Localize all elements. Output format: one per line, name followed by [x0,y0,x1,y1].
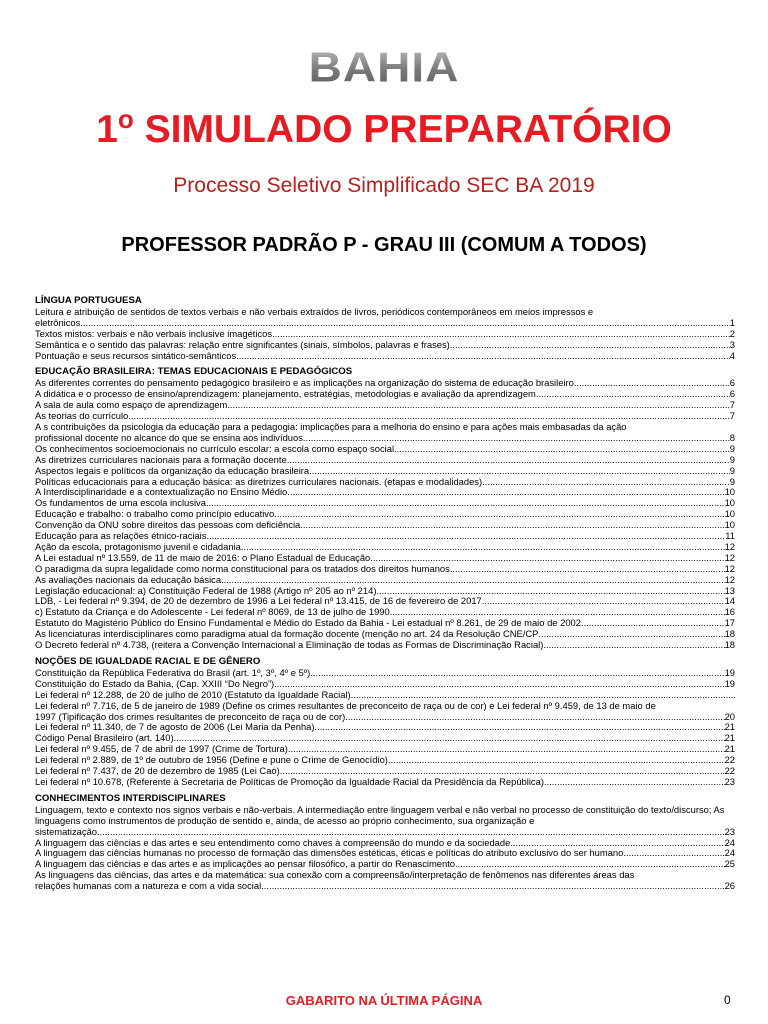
toc-entry [35,340,735,351]
toc-entry-text: A didática e o processo de ensino/aprendizagem: planejamento, estratégias, metodologias e avaliação da aprendizagem [35,388,536,400]
toc-entry [35,455,735,466]
toc-entry-page: 14 [724,595,735,607]
toc-entry-text: Lei federal nº 10.678, (Referente à Secretaria de Políticas de Promoção da Igualdade Racial da Presidência da República) [35,775,544,787]
toc-entry-page: 10 [724,519,735,531]
toc-leader-dots [236,351,730,362]
toc-leader-dots [227,400,729,411]
toc-entry [35,690,735,701]
toc-entry-page: 9 [729,464,735,476]
toc-entry-page: 7 [729,399,735,411]
toc-entry-text: Código Penal Brasileiro (art. 140) [35,732,174,744]
toc-entry-page: 20 [724,710,735,722]
toc-leader-dots [538,629,724,640]
toc-entry-page: 25 [724,858,735,870]
toc-entry-text: Constituição da República Federativa do Brasil (art. 1º, 3º, 4º e 5º) [35,666,311,678]
toc-entry-text: Lei federal nº 2.889, de 1º de outubro de 1956 (Define e pune o Crime de Genocídio) [35,754,388,766]
page-number: 0 [724,993,731,1007]
toc-entry-page: 23 [724,775,735,787]
toc-entry-text: Pontuação e seus recursos sintático-semânticos [35,349,237,361]
toc-entry-page: 9 [729,453,735,465]
toc-leader-dots [274,509,724,520]
toc-entry-page: 12 [724,562,735,574]
section-title: EDUCAÇÃO BRASILEIRA: TEMAS EDUCACIONAIS E PEDAGÓGICOS [35,366,353,378]
toc-entry-text: As avaliações nacionais da educação básica [35,573,222,585]
toc-entry-text: As teorias do currículo [35,410,129,422]
toc-entry-text: A linguagem das ciências e das artes e as implicações ao pensar filosófico, a partir do Renascimento [35,858,456,870]
toc-entry [35,881,735,892]
toc-entry-page: 13 [724,584,735,596]
toc-leader-dots [482,477,730,488]
toc-entry-text: Os fundamentos de uma escola inclusiva [35,497,206,509]
toc-entry-text: Convenção da ONU sobre direitos das pessoas com deficiência [35,519,301,531]
toc-leader-dots [581,618,725,629]
toc-leader-dots [345,712,724,723]
toc-entry [35,466,735,477]
toc-leader-dots [300,520,724,531]
toc-entry-page: 10 [724,508,735,520]
toc-entry-page: 22 [724,754,735,766]
toc-entry-line: Linguagem, texto e contexto nos signos verbais e não-verbais. A intermediação entre linguagem verbal e não verbal no processo de constituição do texto/discurso; As linguagens como instrumentos de produção de sentido e, ainda, de acesso ao próprio conhecimento, sua organização e [35,803,725,826]
toc-entry-page: 1 [729,316,735,328]
toc-entry-page: 16 [724,606,735,618]
toc-leader-dots [97,827,725,838]
toc-leader-dots [287,455,730,466]
toc-entry-text: A Lei estadual nº 13.559, de 11 de maio de 2016: o Plano Estadual de Educação [35,551,371,563]
toc-entry-text: Ação da escola, protagonismo juvenil e cidadania [35,540,241,552]
toc-entry-page: 12 [724,551,735,563]
toc-entry-text: c) Estatuto da Criança e do Adolescente - Lei federal nº 8069, de 13 de julho de 1990 [35,606,390,618]
toc-leader-dots [543,640,724,651]
toc-entry-page: 21 [724,732,735,744]
toc-entry-page: 6 [729,388,735,400]
toc-entry-text: profissional docente no alcance do que se ensina aos indivíduos [35,431,303,443]
toc-entry-text: Educação e trabalho: o trabalho como princípio educativo [35,508,275,520]
toc-leader-dots [221,575,725,586]
toc-entry-page: 24 [724,847,735,859]
toc-entry-page: 22 [724,765,735,777]
toc-entry-page: 17 [724,617,735,629]
toc-entry-page: 10 [724,497,735,509]
toc-entry [35,400,735,411]
toc-entry-text: Lei federal nº 11.340, de 7 de agosto de 2006 (Lei Maria da Penha) [35,721,315,733]
toc-entry-text: Constituição do Estado da Bahia, (Cap. XXIII “Do Negro”) [35,677,275,689]
toc-entry-text: O paradigma da supra legalidade como norma constitucional para os tratados dos direitos humanos [35,562,450,574]
toc-leader-dots [623,848,724,859]
toc-entry-text: Semântica e o sentido das palavras: relação entre significantes (sinais, símbolos, palavras e frases) [35,338,450,350]
toc-entry-page: 21 [724,721,735,733]
toc-leader-dots [287,487,724,498]
toc-entry-line: A s contribuições da psicologia da educação para a pedagogia: implicações para a melhoria do ensino e para ações mais embasadas da ação [35,420,627,432]
toc-entry-text: Estatuto do Magistério Público do Ensino Fundamental e Médio do Estado da Bahia - Lei estadual nº 8.261, de 29 de maio de 2002 [35,617,581,629]
toc-entry-page: 11 [725,530,735,542]
toc-entry [35,640,735,651]
toc-entry-page: 12 [724,540,735,552]
toc-entry-text: As diferentes correntes do pensamento pedagógico brasileiro e as implicações na organização do sistema de educação brasileiro [35,377,574,389]
toc-leader-dots [351,690,735,701]
toc-entry [35,777,735,788]
toc-leader-dots [394,444,730,455]
toc-entry-text: A linguagem das ciências e das artes e seu entendimento como chaves à compreensão do mundo e da sociedade [35,836,511,848]
toc-entry-page: 24 [724,836,735,848]
toc-entry-page: 23 [724,825,735,837]
toc-entry-page: 7 [729,410,735,422]
toc-entry-text: Os conhecimentos socioemocionais no currículo escolar: a escola como espaço social [35,442,395,454]
toc-entry-text: A linguagem das ciências humanas no processo de formação das dimensões estéticas, éticas e políticas do atributo exclusivo do ser humano [35,847,624,859]
toc-entry-text: A Interdisciplinaridade e a contextualização no Ensino Médio [35,486,288,498]
toc-leader-dots [574,378,730,389]
toc-leader-dots [388,755,725,766]
toc-entry-page: 4 [729,349,735,361]
toc-entry-text: sistematização [35,825,98,837]
toc-entry-page: 6 [729,377,735,389]
title-prefix: 1 [96,108,118,151]
toc-leader-dots [482,596,725,607]
toc-leader-dots [206,531,725,542]
toc-leader-dots [310,668,724,679]
toc-entry-page: 2 [729,327,735,339]
toc-entry-text: Educação para as relações étnico-raciais [35,530,207,542]
title-main: SIMULADO PREPARATÓRIO [133,108,672,151]
toc-entry-page: 9 [729,442,735,454]
page-subtitle: Processo Seletivo Simplificado SEC BA 2019 [173,174,595,197]
toc-entry-page: 8 [729,431,735,443]
toc-entry-text: LDB, - Lei federal nº 9.394, de 20 de dezembro de 1996 a Lei federal nº 13.415, de 16 de fevereiro de 2017 [35,595,482,607]
toc-leader-dots [309,466,730,477]
page-title [0,104,768,154]
toc-leader-dots [450,564,725,575]
table-of-contents [35,296,735,892]
toc-leader-dots [536,389,730,400]
toc-entry-text: Textos mistos: verbais e não verbais inclusive imagéticos [35,327,273,339]
bahia-logo [0,40,768,94]
toc-entry-page: 21 [724,743,735,755]
toc-entry [35,827,735,838]
toc-entry-text: Legislação educacional: a) Constituição Federal de 1988 (Artigo nº 205 ao nº 214) [35,584,377,596]
section-title: CONHECIMENTOS INTERDISCIPLINARES [35,792,226,804]
toc-entry-text: Lei federal nº 12.288, de 20 de julho de 2010 (Estatuto da Igualdade Racial) [35,688,351,700]
toc-entry-page: 10 [724,486,735,498]
toc-entry-page: 19 [724,666,735,678]
toc-entry-page: 26 [724,880,735,892]
section-title: NOÇÕES DE IGUALDADE RACIAL E DE GÊNERO [35,656,261,667]
section-title: LÍNGUA PORTUGUESA [35,295,142,306]
toc-entry-line: Leitura e atribuição de sentidos de textos verbais e não verbais extraídos de livros, periódicos contemporâneos em meios impressos e [35,305,594,317]
toc-leader-dots [261,881,724,892]
toc-entry-text: Políticas educacionais para a educação básica: as diretrizes curriculares nacionais. (etapas e modalidades) [35,475,483,487]
toc-entry-text: As licenciaturas interdisciplinares como paradigma atual da formação docente (menção no art. 24 da Resolução CNE/CP [35,628,539,640]
toc-entry-page: 18 [724,639,735,651]
toc-entry-page: 3 [729,338,735,350]
exam-heading: PROFESSOR PADRÃO P - GRAU III (COMUM A TODOS) [121,234,647,256]
toc-leader-dots [315,722,725,733]
toc-entry [35,351,735,362]
toc-entry-text: Lei federal nº 7.437, de 20 de dezembro de 1985 (Lei Caó) [35,765,280,777]
toc-entry-page: 19 [724,677,735,689]
toc-leader-dots [206,498,725,509]
toc-entry-page: 12 [724,573,735,585]
toc-entry-text: relações humanas com a natureza e com a vida social [35,880,262,892]
toc-entry-line: As linguagens das ciências, das artes e da matemática: sua conexão com a compreensão/interpretação de fenômenos nas diferentes áreas das [35,869,635,881]
toc-entry-line: Lei federal nº 7.716, de 5 de janeiro de 1989 (Define os crimes resultantes de preconceito de raça ou de cor) e Lei federal nº 9.459, de 13 de maio de [35,699,656,711]
toc-leader-dots [450,340,730,351]
toc-entry [35,329,735,340]
toc-entry [35,575,735,586]
toc-entry-text: eletrônicos [35,316,81,328]
toc-entry-page: 9 [729,475,735,487]
toc-entry-text: 1997 (Tipificação dos crimes resultantes de preconceito de raça ou de cor) [35,710,346,722]
toc-leader-dots [544,777,725,788]
toc-entry-text: O Decreto federal nº 4.738, (reitera a Convenção Internacional a Eliminação de todas as Formas de Discriminação Racial) [35,639,544,651]
bahia-logo-text: BAHIA [308,43,460,91]
toc-entry-page: 18 [724,628,735,640]
footer-answer-key: GABARITO NA ÚLTIMA PÁGINA [285,993,483,1008]
title-sup: o [117,104,134,134]
toc-entry-text: Lei federal nº 9.455, de 7 de abril de 1997 (Crime de Tortura) [35,743,288,755]
toc-leader-dots [272,329,730,340]
toc-entry-text: Aspectos legais e políticos da organização da educação brasileira [35,464,310,476]
toc-entry-text: A sala de aula como espaço de aprendizagem [35,399,228,411]
toc-entry-text: As diretrizes curriculares nacionais para a formação docente [35,453,287,465]
